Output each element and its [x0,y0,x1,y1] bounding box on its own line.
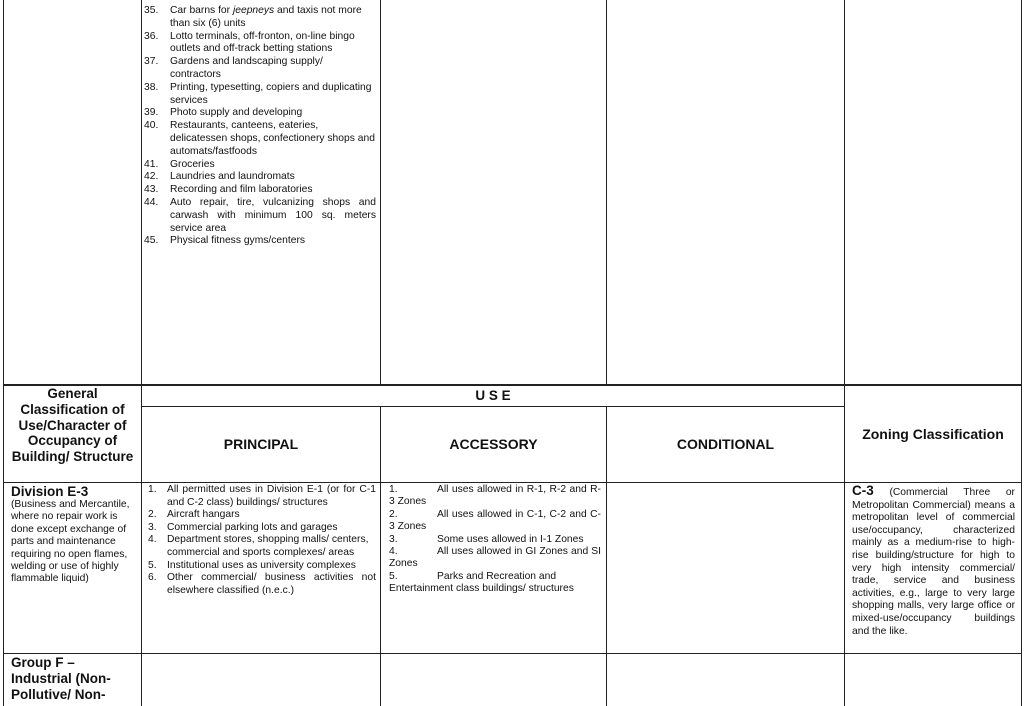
division-e3-zoning-cell [852,485,1015,653]
zoning-description: (Commercial Three or Metropolitan Commercial) means a metropolitan level of commercial use/occupancy, characterized mainly as a medium-rise to high-rise building/structure for high to very high intensity commercial/ trade, service and business activities, e.g., large to very large shopping malls, very large office or mixed-use/occupancy buildings and the like. [852,487,1015,637]
list-item: 35. Car barns for jeepneys and taxis not more than six (6) units [144,5,362,29]
list-item: 2. All uses allowed in C-1, C-2 and C-3 Zones [389,508,601,533]
list-item: 5. Institutional uses as university complexes [148,559,356,571]
list-item: 4. Department stores, shopping malls/ centers, commercial and sports complexes/ areas [148,534,369,558]
division-e3-accessory-cell [389,484,601,652]
general-classification-header: General Classification of Use/Character of Occupancy of Building/ Structure [11,386,134,465]
list-item: 3. Some uses allowed in I-1 Zones [389,533,584,545]
list-item: 41. Groceries [144,158,215,170]
conditional-header: CONDITIONAL [676,436,775,452]
list-item: 3. Commercial parking lots and garages [148,521,338,533]
continued-principal-list [144,5,376,248]
principal-list [148,484,376,597]
zoning-classification-header: Zoning Classification [862,426,1004,442]
list-item: 40. Restaurants, canteens, eateries, delicatessen shops, confectionery shops and automats/fastfoods [144,120,375,157]
accessory-list [389,484,601,596]
division-description: (Business and Mercantile, where no repair work is done except exchange of parts and maintenance requiring no open flames, welding or use of highly flammable liquid) [11,499,130,585]
list-item: 37. Gardens and landscaping supply/ contractors [144,56,323,80]
division-title: Division E-3 [11,484,89,499]
use-header: U S E [475,388,511,403]
list-item: 38. Printing, typesetting, copiers and duplicating services [144,81,372,106]
list-item: 44. Auto repair, tire, vulcanizing shops and carwash with minimum 100 sq. meters service area [144,196,376,234]
principal-header: PRINCIPAL [223,436,299,452]
list-item: 39. Photo supply and developing [144,107,303,119]
list-item: 43. Recording and film laboratories [144,184,313,196]
accessory-header: ACCESSORY [449,436,538,452]
list-item: 5. Parks and Recreation and Entertainment class buildings/ structures [389,570,574,595]
continued-principal-cell [144,5,376,267]
group-f-title: Group F – Industrial (Non-Pollutive/ Non- [11,655,111,702]
group-f-cell [11,655,139,706]
zoning-code: C-3 [852,485,874,498]
list-item: 2. Aircraft hangars [148,509,240,521]
list-item: 6. Other commercial/ business activities not elsewhere classified (n.e.c.) [148,572,376,596]
division-e3-principal-cell [148,484,376,652]
list-item: 1. All permitted uses in Division E-1 (or for C-1 and C-2 class) buildings/ structures [148,484,376,508]
list-item: 1. All uses allowed in R-1, R-2 and R-3 Zones [389,484,601,508]
list-item: 42. Laundries and laundromats [144,171,295,183]
division-e3-cell [11,484,139,652]
list-item: 4. All uses allowed in GI Zones and SI Zones [389,546,601,570]
list-item: 45. Physical fitness gyms/centers [144,235,306,247]
list-item: 36. Lotto terminals, off-fronton, on-line bingo outlets and off-track betting stations [144,30,355,55]
